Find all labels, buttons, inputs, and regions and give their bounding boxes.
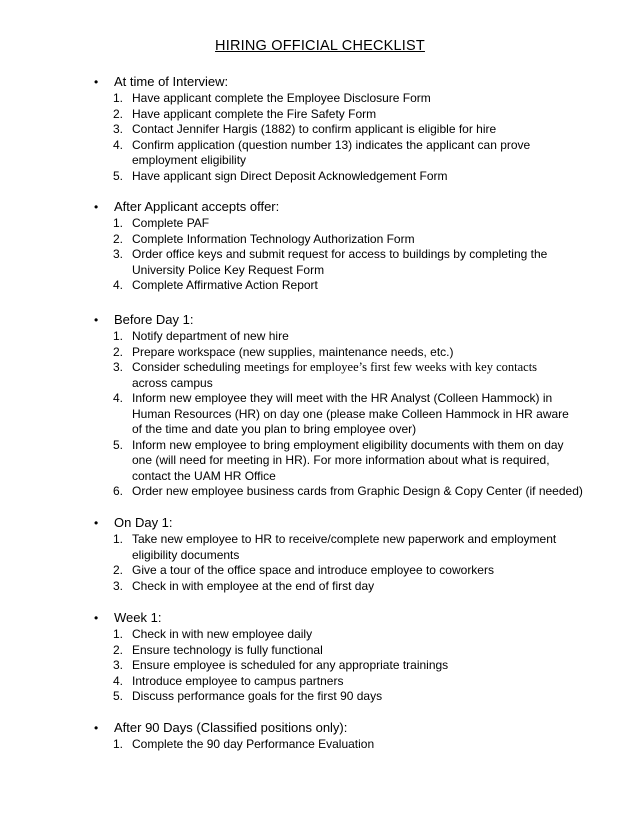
list-item: 4. Inform new employee they will meet with the HR Analyst (Colleen Hammock) in Human Resources (HR) on day one (please make Colleen Hammock in HR aware of the time and date you plan to bring employee over) xyxy=(113,391,569,436)
section-heading-text: Week 1: xyxy=(114,610,162,625)
section-heading xyxy=(94,311,574,329)
list-item: 3. Ensure employee is scheduled for any appropriate trainings xyxy=(113,658,449,672)
list-item: 4. Introduce employee to campus partners xyxy=(113,673,344,688)
list-item: 2. Have applicant complete the Fire Safety Form xyxy=(113,106,377,121)
section-heading-text: On Day 1: xyxy=(114,515,173,530)
list-item: 1. Complete the 90 day Performance Evaluation xyxy=(113,737,375,751)
checklist xyxy=(94,216,574,294)
section-on-day-1 xyxy=(94,514,574,594)
list-item: 4. Complete Affirmative Action Report xyxy=(113,278,318,292)
section-after-90-days xyxy=(94,719,574,753)
list-item: 2. Complete Information Technology Authorization Form xyxy=(113,231,415,246)
bullet-icon: • xyxy=(94,313,99,327)
section-heading xyxy=(94,609,574,627)
page-title: HIRING OFFICIAL CHECKLIST xyxy=(215,38,425,54)
list-item: 2. Prepare workspace (new supplies, maintenance needs, etc.) xyxy=(113,344,454,359)
bullet-icon: • xyxy=(94,516,99,530)
checklist xyxy=(94,532,574,594)
bullet-icon: • xyxy=(94,721,99,735)
list-item: 3. Consider scheduling meetings for employee’s first few weeks with key contacts across campus xyxy=(113,360,538,390)
bullet-icon: • xyxy=(94,611,99,625)
section-heading-text: After 90 Days (Classified positions only): xyxy=(114,720,348,735)
list-item: 1. Take new employee to HR to receive/complete new paperwork and employment eligibility documents xyxy=(113,532,557,562)
section-heading-text: After Applicant accepts offer: xyxy=(114,199,280,214)
list-item: 5. Inform new employee to bring employment eligibility documents with them on day one (will need for meeting in HR). For more information about what is required, contact the UAM HR Office xyxy=(113,437,564,483)
list-item: 1. Have applicant complete the Employee Disclosure Form xyxy=(113,91,431,105)
section-heading xyxy=(94,514,574,532)
list-item: 3. Check in with employee at the end of first day xyxy=(113,578,375,593)
checklist xyxy=(94,91,574,184)
section-interview xyxy=(94,73,574,184)
list-item: 2. Ensure technology is fully functional xyxy=(113,642,323,657)
checklist xyxy=(94,737,574,753)
list-item: 3. Contact Jennifer Hargis (1882) to confirm applicant is eligible for hire xyxy=(113,122,497,136)
checklist xyxy=(94,329,583,500)
list-item: 3. Order office keys and submit request for access to buildings by completing the University Police Key Request Form xyxy=(113,247,548,277)
bullet-icon: • xyxy=(94,75,99,89)
list-item: 5. Discuss performance goals for the first 90 days xyxy=(113,689,383,703)
list-item: 4. Confirm application (question number 13) indicates the applicant can prove employment eligibility xyxy=(113,137,531,167)
section-before-day-1 xyxy=(94,311,583,500)
list-item: 1. Notify department of new hire xyxy=(113,329,289,343)
list-item: 6. Order new employee business cards from Graphic Design & Copy Center (if needed) xyxy=(113,484,583,498)
section-week-1 xyxy=(94,609,574,705)
section-heading xyxy=(94,198,574,216)
checklist xyxy=(94,627,574,705)
section-heading xyxy=(94,73,574,91)
bullet-icon: • xyxy=(94,200,99,214)
section-heading xyxy=(94,719,574,737)
section-after-offer xyxy=(94,198,574,294)
list-item: 2. Give a tour of the office space and introduce employee to coworkers xyxy=(113,563,494,577)
section-heading-text: Before Day 1: xyxy=(114,312,194,327)
list-item: 1. Complete PAF xyxy=(113,216,210,230)
list-item: 5. Have applicant sign Direct Deposit Acknowledgement Form xyxy=(113,168,448,183)
section-heading-text: At time of Interview: xyxy=(114,74,229,89)
list-item: 1. Check in with new employee daily xyxy=(113,627,313,641)
